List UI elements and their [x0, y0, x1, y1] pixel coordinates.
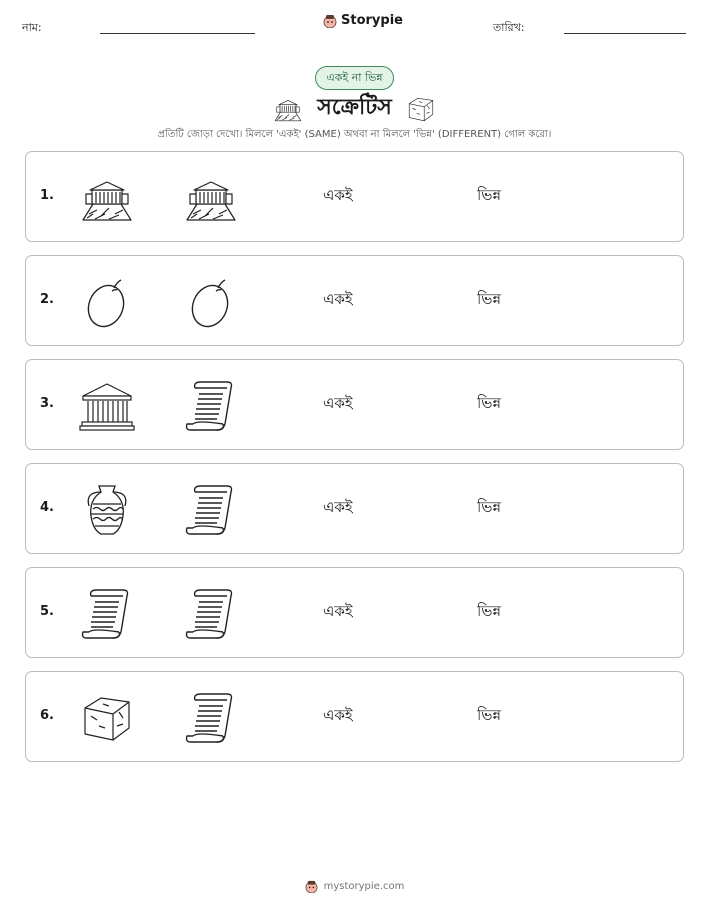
- same-option[interactable]: একই: [323, 706, 353, 724]
- storypie-mascot-icon: [323, 14, 337, 28]
- different-option[interactable]: ভিন্ন: [477, 498, 502, 516]
- different-option[interactable]: ভিন্ন: [477, 186, 502, 204]
- question-row: [25, 463, 684, 554]
- same-option[interactable]: একই: [323, 498, 353, 516]
- question-row: [25, 671, 684, 762]
- scroll-icon: [183, 482, 239, 538]
- question-row: [25, 359, 684, 450]
- stone-block-icon: [79, 690, 135, 746]
- question-number: 6.: [40, 708, 54, 723]
- different-option[interactable]: ভিন্ন: [477, 706, 502, 724]
- olive-icon: [79, 274, 135, 330]
- same-option[interactable]: একই: [323, 290, 353, 308]
- question-row: [25, 151, 684, 242]
- stone-block-icon: [406, 94, 436, 124]
- footer-site: mystorypie.com: [323, 881, 405, 892]
- worksheet-type-badge: একই না ভিন্ন: [315, 66, 394, 90]
- storypie-mascot-icon: [305, 880, 318, 893]
- different-option[interactable]: ভিন্ন: [477, 602, 502, 620]
- name-field[interactable]: [100, 33, 255, 34]
- acropolis-icon: [79, 170, 135, 226]
- acropolis-icon: [183, 170, 239, 226]
- amphora-icon: [79, 482, 135, 538]
- olive-icon: [183, 274, 239, 330]
- question-number: 3.: [40, 396, 54, 411]
- question-number: 2.: [40, 292, 54, 307]
- question-number: 1.: [40, 188, 54, 203]
- instructions: প্রতিটি জোড়া দেখো। মিললে 'একই' (SAME) অথবা না মিললে 'ভিন্ন' (DIFFERENT) গোল করো।: [157, 129, 552, 140]
- scroll-icon: [183, 378, 239, 434]
- brand-logo: [323, 13, 403, 28]
- name-label: নাম:: [22, 21, 42, 34]
- date-label: তারিখ:: [493, 21, 525, 34]
- acropolis-icon: [273, 94, 303, 124]
- scroll-icon: [79, 586, 135, 642]
- date-field[interactable]: [564, 33, 686, 34]
- question-row: [25, 567, 684, 658]
- same-option[interactable]: একই: [323, 186, 353, 204]
- question-row: [25, 255, 684, 346]
- scroll-icon: [183, 690, 239, 746]
- scroll-icon: [183, 586, 239, 642]
- different-option[interactable]: ভিন্ন: [477, 394, 502, 412]
- question-number: 5.: [40, 604, 54, 619]
- page-title: সক্রেটিস: [317, 95, 392, 120]
- footer: [0, 880, 709, 893]
- different-option[interactable]: ভিন্ন: [477, 290, 502, 308]
- same-option[interactable]: একই: [323, 602, 353, 620]
- same-option[interactable]: একই: [323, 394, 353, 412]
- brand-name: Storypie: [341, 13, 403, 28]
- temple-icon: [79, 378, 135, 434]
- question-number: 4.: [40, 500, 54, 515]
